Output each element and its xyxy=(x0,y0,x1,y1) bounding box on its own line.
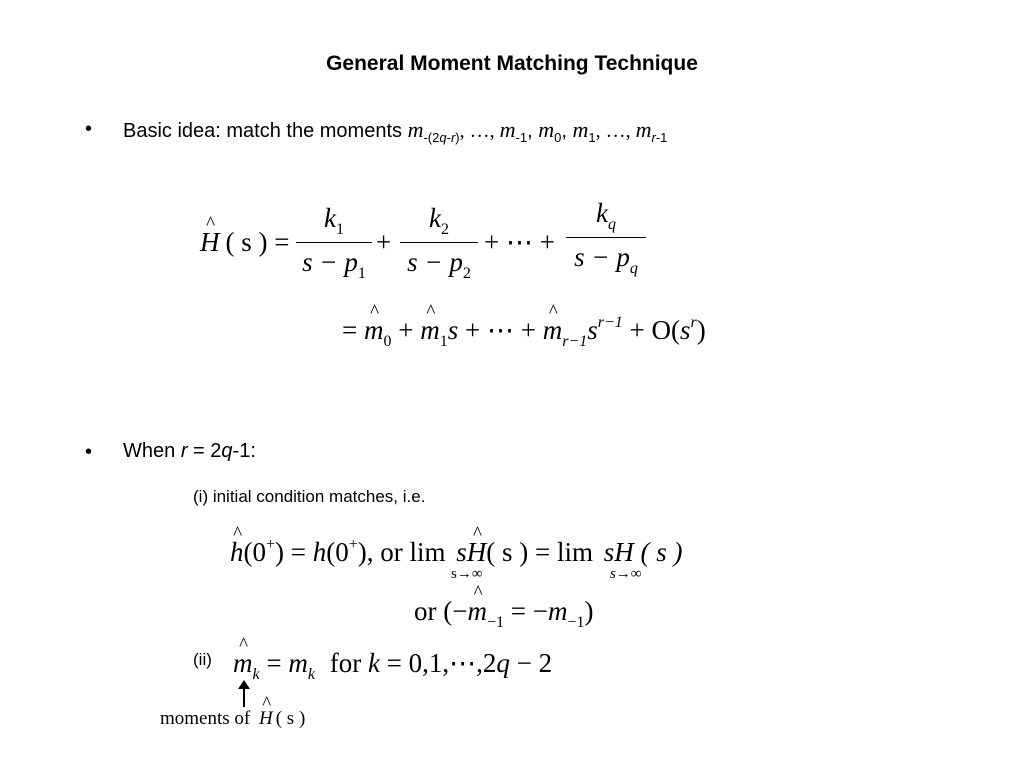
b2-eq: = 2 xyxy=(187,440,222,462)
eq1-frac-1 xyxy=(296,205,372,282)
eq3-part5: ( s ) = lim xyxy=(486,537,594,567)
eq1-plus: + xyxy=(376,227,392,257)
eq1-frac-q xyxy=(566,200,646,277)
b1-comma2: , xyxy=(527,120,539,142)
condition-ii-label: (ii) xyxy=(193,650,212,669)
eq1-frac-bar-1 xyxy=(296,242,372,243)
eq3-h2: h xyxy=(312,537,327,567)
moment-m-4: m xyxy=(572,117,589,142)
condition-i-label: (i) initial condition matches, i.e. xyxy=(193,487,426,506)
eq2-O: + O( xyxy=(629,315,680,345)
eq2-s: s xyxy=(447,315,459,345)
eq1-lhs-s: ( s ) = xyxy=(225,227,290,257)
eq1-den2-sub: 2 xyxy=(462,265,471,282)
eq4-m2: m xyxy=(547,596,568,626)
eq1-kq-sub: q xyxy=(607,216,616,233)
eq2-close: ) xyxy=(696,315,706,345)
moments-annotation xyxy=(160,708,305,730)
moment-m-1: m xyxy=(407,117,424,142)
b1-sub1b: - xyxy=(446,130,451,145)
b2-suffix: -1: xyxy=(232,440,256,462)
eq1-kq: k xyxy=(596,198,608,228)
eq1-denq: s − p xyxy=(574,242,630,272)
eq2 xyxy=(342,315,706,350)
b1-sub2: -1 xyxy=(515,130,528,145)
eq5-q: q xyxy=(496,648,510,678)
b1-sub1r: r xyxy=(450,130,456,145)
eq5-m-hat: ^ m xyxy=(233,650,253,677)
annotation-H-hat: ^ H xyxy=(259,708,273,730)
bullet-1-marker: • xyxy=(85,118,93,140)
eq2-m0-sub: 0 xyxy=(383,333,392,350)
eq4-sub2: −1 xyxy=(567,614,585,631)
bullet-2-text xyxy=(123,440,256,463)
bullet-1-text xyxy=(123,117,667,145)
b1-sub5b: -1 xyxy=(655,130,668,145)
b1-sub4: 1 xyxy=(588,130,596,145)
eq1-den1-sub: 1 xyxy=(357,265,366,282)
eq1-den2: s − p xyxy=(407,247,463,277)
annotation-text: moments of xyxy=(160,708,251,729)
eq3-part2: ) = xyxy=(275,537,306,567)
eq3-part4: ), or lim xyxy=(357,537,446,567)
eq4 xyxy=(414,598,594,631)
bullet-1-prefix: Basic idea: match the moments xyxy=(123,120,408,142)
eq4-or: or (− xyxy=(414,596,468,626)
b1-sub1c: ) xyxy=(455,130,460,145)
eq2-dots: + ⋯ + xyxy=(464,315,536,345)
b1-comma4: , …, xyxy=(595,120,636,142)
eq1-dots-plus: + ⋯ + xyxy=(484,227,555,257)
slide-title: General Moment Matching Technique xyxy=(326,52,698,75)
eq1-k2: k xyxy=(429,203,441,233)
eq3-s: s xyxy=(456,537,467,567)
moment-m-5: m xyxy=(635,117,652,142)
b1-sub1q: q xyxy=(439,130,447,145)
eq2-s2-sup: r−1 xyxy=(597,314,623,331)
b1-comma1: , …, xyxy=(459,120,500,142)
eq2-plus: + xyxy=(398,315,414,345)
eq3 xyxy=(230,537,683,566)
b1-sub5r: r xyxy=(651,130,656,145)
eq1-frac-bar-2 xyxy=(400,242,478,243)
b1-sub1a: -(2 xyxy=(423,130,440,145)
eq5-subk2: k xyxy=(307,666,315,683)
eq2-mr1-sub: r−1 xyxy=(562,333,588,350)
eq5-subk: k xyxy=(252,666,260,683)
eq2-s2: s xyxy=(587,315,598,345)
eq5-tail: − 2 xyxy=(516,648,553,678)
eq3-H-hat: ^ H xyxy=(467,539,487,566)
eq1-k1-sub: 1 xyxy=(335,221,344,238)
eq3-part1: (0 xyxy=(243,537,266,567)
eq4-sub: −1 xyxy=(486,614,504,631)
eq4-m-hat: ^ m xyxy=(467,598,487,625)
eq1-denq-sub: q xyxy=(629,260,638,277)
eq2-m0: ^ m xyxy=(364,317,384,344)
eq3-sH: sH ( s ) xyxy=(603,537,683,567)
b1-sub3: 0 xyxy=(554,130,562,145)
eq3-plus1: + xyxy=(266,536,276,553)
eq5-rest: = 0,1,⋯,2 xyxy=(386,648,497,678)
eq3-lim-sub-2: s→∞ xyxy=(610,566,642,582)
eq2-eq: = xyxy=(342,315,358,345)
moment-m-2: m xyxy=(499,117,516,142)
eq3-part3: (0 xyxy=(326,537,349,567)
b2-r: r xyxy=(180,440,188,462)
up-arrow-icon xyxy=(243,680,245,707)
eq1-H-hat: ^ H xyxy=(200,229,220,256)
bullet-2-marker: • xyxy=(85,441,93,463)
eq5-m2: m xyxy=(288,648,308,678)
eq4-eq: = − xyxy=(510,596,548,626)
moment-m-3: m xyxy=(538,117,555,142)
eq2-s3: s xyxy=(680,315,691,345)
eq2-m1-sub: 1 xyxy=(439,333,448,350)
annotation-s: ( s ) xyxy=(275,708,306,729)
eq2-mr1: ^ m xyxy=(543,317,563,344)
eq3-lim-sub-1: s→∞ xyxy=(451,566,483,582)
eq2-s3-sup: r xyxy=(690,314,697,331)
eq5-for: for xyxy=(329,648,362,678)
eq3-plus2: + xyxy=(348,536,358,553)
eq1-frac-bar-q xyxy=(566,237,646,238)
eq1-den1: s − p xyxy=(302,247,358,277)
eq5-eq: = xyxy=(266,648,282,678)
b2-prefix: When xyxy=(123,440,181,462)
eq5-k: k xyxy=(367,648,380,678)
eq1-k1: k xyxy=(324,203,336,233)
eq2-m1: ^ m xyxy=(420,317,440,344)
eq1-k2-sub: 2 xyxy=(440,221,449,238)
b1-comma3: , xyxy=(561,120,573,142)
b2-q: q xyxy=(221,440,233,462)
eq1-frac-2 xyxy=(400,205,478,282)
eq1-lhs xyxy=(200,229,289,256)
eq4-close: ) xyxy=(584,596,594,626)
eq3-h-hat: ^ h xyxy=(230,539,244,566)
eq5 xyxy=(233,650,552,683)
